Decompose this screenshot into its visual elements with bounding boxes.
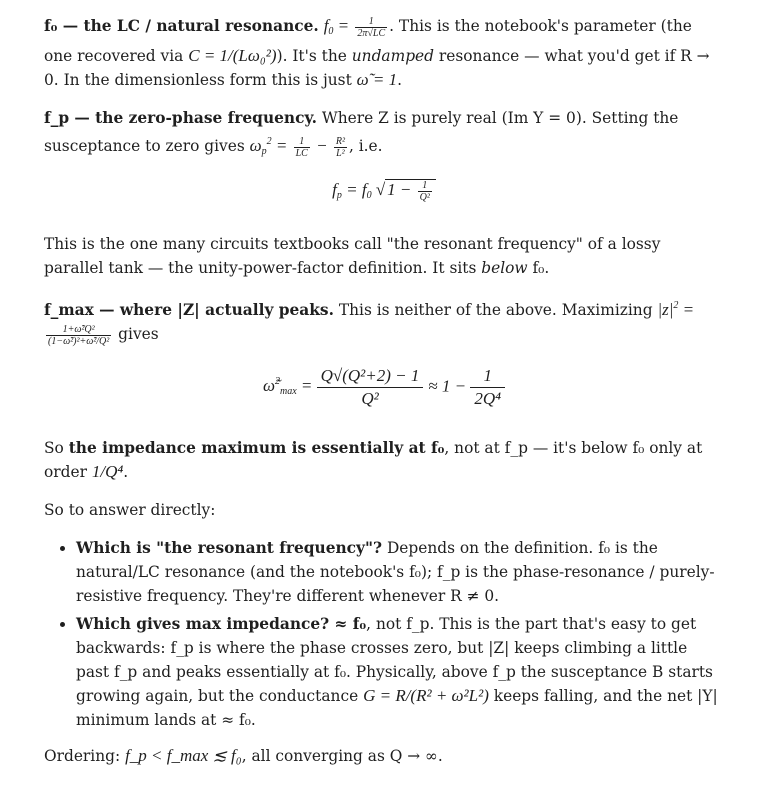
z-squared-equation: $|z|^2$ = $\frac{\text{1+ω̃²Q²}}{\text{(1−ω̃²)²+ω̃²/Q²}}$ xyxy=(48,300,695,347)
capacitance-equation: C = 1/(Lω₀²) xyxy=(188,46,277,65)
impedance-bold: the impedance maximum is essentially at f₀ xyxy=(68,438,445,457)
fp-text-1: Where Z is purely real (Im Y = 0). Setting the susceptance to zero gives xyxy=(44,109,679,155)
fmax-heading: f_max — where |Z| actually peaks. xyxy=(44,301,334,319)
paragraph-f0 xyxy=(44,14,724,92)
bullet-1-lead: Which is "the resonant frequency"? xyxy=(76,538,383,557)
fp-note-text-2: f₀. xyxy=(527,259,550,277)
ordering-text-1: Ordering: xyxy=(44,746,126,765)
conductance-equation: G = R/(R² + ω²L²) xyxy=(363,685,489,705)
order-equation: 1/Q⁴ xyxy=(91,461,124,481)
f0-text-1: . This is the notebook's parameter (the one recovered via xyxy=(44,17,692,65)
below-emphasis: below xyxy=(481,259,528,277)
bullet-2-text-1: , not f_p. This is the part that's easy to get backwards: f_p is where the phase crosses zero, but |Z| keeps climbing a little past f_p and peaks essentially at f₀. Physically, above f_p the susceptance B starts growing again, but the conductance xyxy=(76,614,713,705)
bullet-2-text-2: keeps falling, and the net |Y| minimum lands at ≈ f₀. xyxy=(76,686,718,729)
paragraph-fp xyxy=(44,106,724,164)
fp-heading: f_p — the zero-phase frequency. xyxy=(44,109,318,127)
paragraph-impedance-max xyxy=(44,436,724,484)
f0-text-2: ). It's the xyxy=(276,47,352,65)
f0-text-3: resonance — what you'd get if R → 0. In the dimensionless form this is just xyxy=(44,47,710,89)
paragraph-fp-note xyxy=(44,232,724,280)
impedance-text-2: , not at f_p — it's below f₀ only at order xyxy=(44,438,703,481)
paragraph-answer-intro: So to answer directly: xyxy=(44,500,216,519)
ordering-equation: f_p < f_max ≲ f₀ xyxy=(125,745,242,765)
fp-note-text-1: This is the one many circuits textbooks call "the resonant frequency" of a lossy parallel tank — the unity-power-factor definition. It sits xyxy=(44,235,661,277)
fmax-text-2: gives xyxy=(113,325,159,343)
impedance-text-1: So xyxy=(44,438,69,457)
undamped-emphasis: undamped xyxy=(351,47,435,65)
omega-tilde-equation: ω̃ = 1 xyxy=(356,70,398,89)
bullet-1-text: Depends on the definition. f₀ is the natural/LC resonance (and the notebook's f₀); f_p is the phase-resonance / purely-resistive frequency. They're different whenever R ≠ 0. xyxy=(76,538,715,605)
paragraph-fmax xyxy=(44,294,724,347)
fmax-text-1: This is neither of the above. Maximizing xyxy=(333,301,658,319)
omega-p-equation: $\omega_p^2$ = $\frac{1}{LC}$ − $\frac{\text{R²}}{\text{L²}}$ xyxy=(249,135,345,159)
list-item xyxy=(76,612,724,732)
f0-equation: $f_0$ = $\frac{1}{2\pi√LC}$ xyxy=(323,15,386,39)
bullet-2-lead: Which gives max impedance? ≈ f₀ xyxy=(76,614,367,633)
omega-max-display-equation: ω̃$^2_{max}$ = $\frac{\text{Q√(Q²+2) − 1}}{\text{Q²}}$ ≈ 1 − $\frac{1}{\text{2Q⁴}}$ xyxy=(44,365,724,410)
list-item xyxy=(76,536,724,608)
f0-text-4: . xyxy=(397,71,403,89)
paragraph-ordering xyxy=(44,744,724,768)
ordering-text-2: , all converging as Q → ∞. xyxy=(241,746,443,765)
fp-text-2: , i.e. xyxy=(348,137,383,155)
answer-list xyxy=(44,536,724,732)
impedance-text-3: . xyxy=(123,462,129,481)
fp-display-equation: $f_p = f_0$ √ 1 − $\frac{1}{\text{Q²}}$ xyxy=(44,178,724,208)
f0-heading: f₀ — the LC / natural resonance. xyxy=(44,17,319,35)
